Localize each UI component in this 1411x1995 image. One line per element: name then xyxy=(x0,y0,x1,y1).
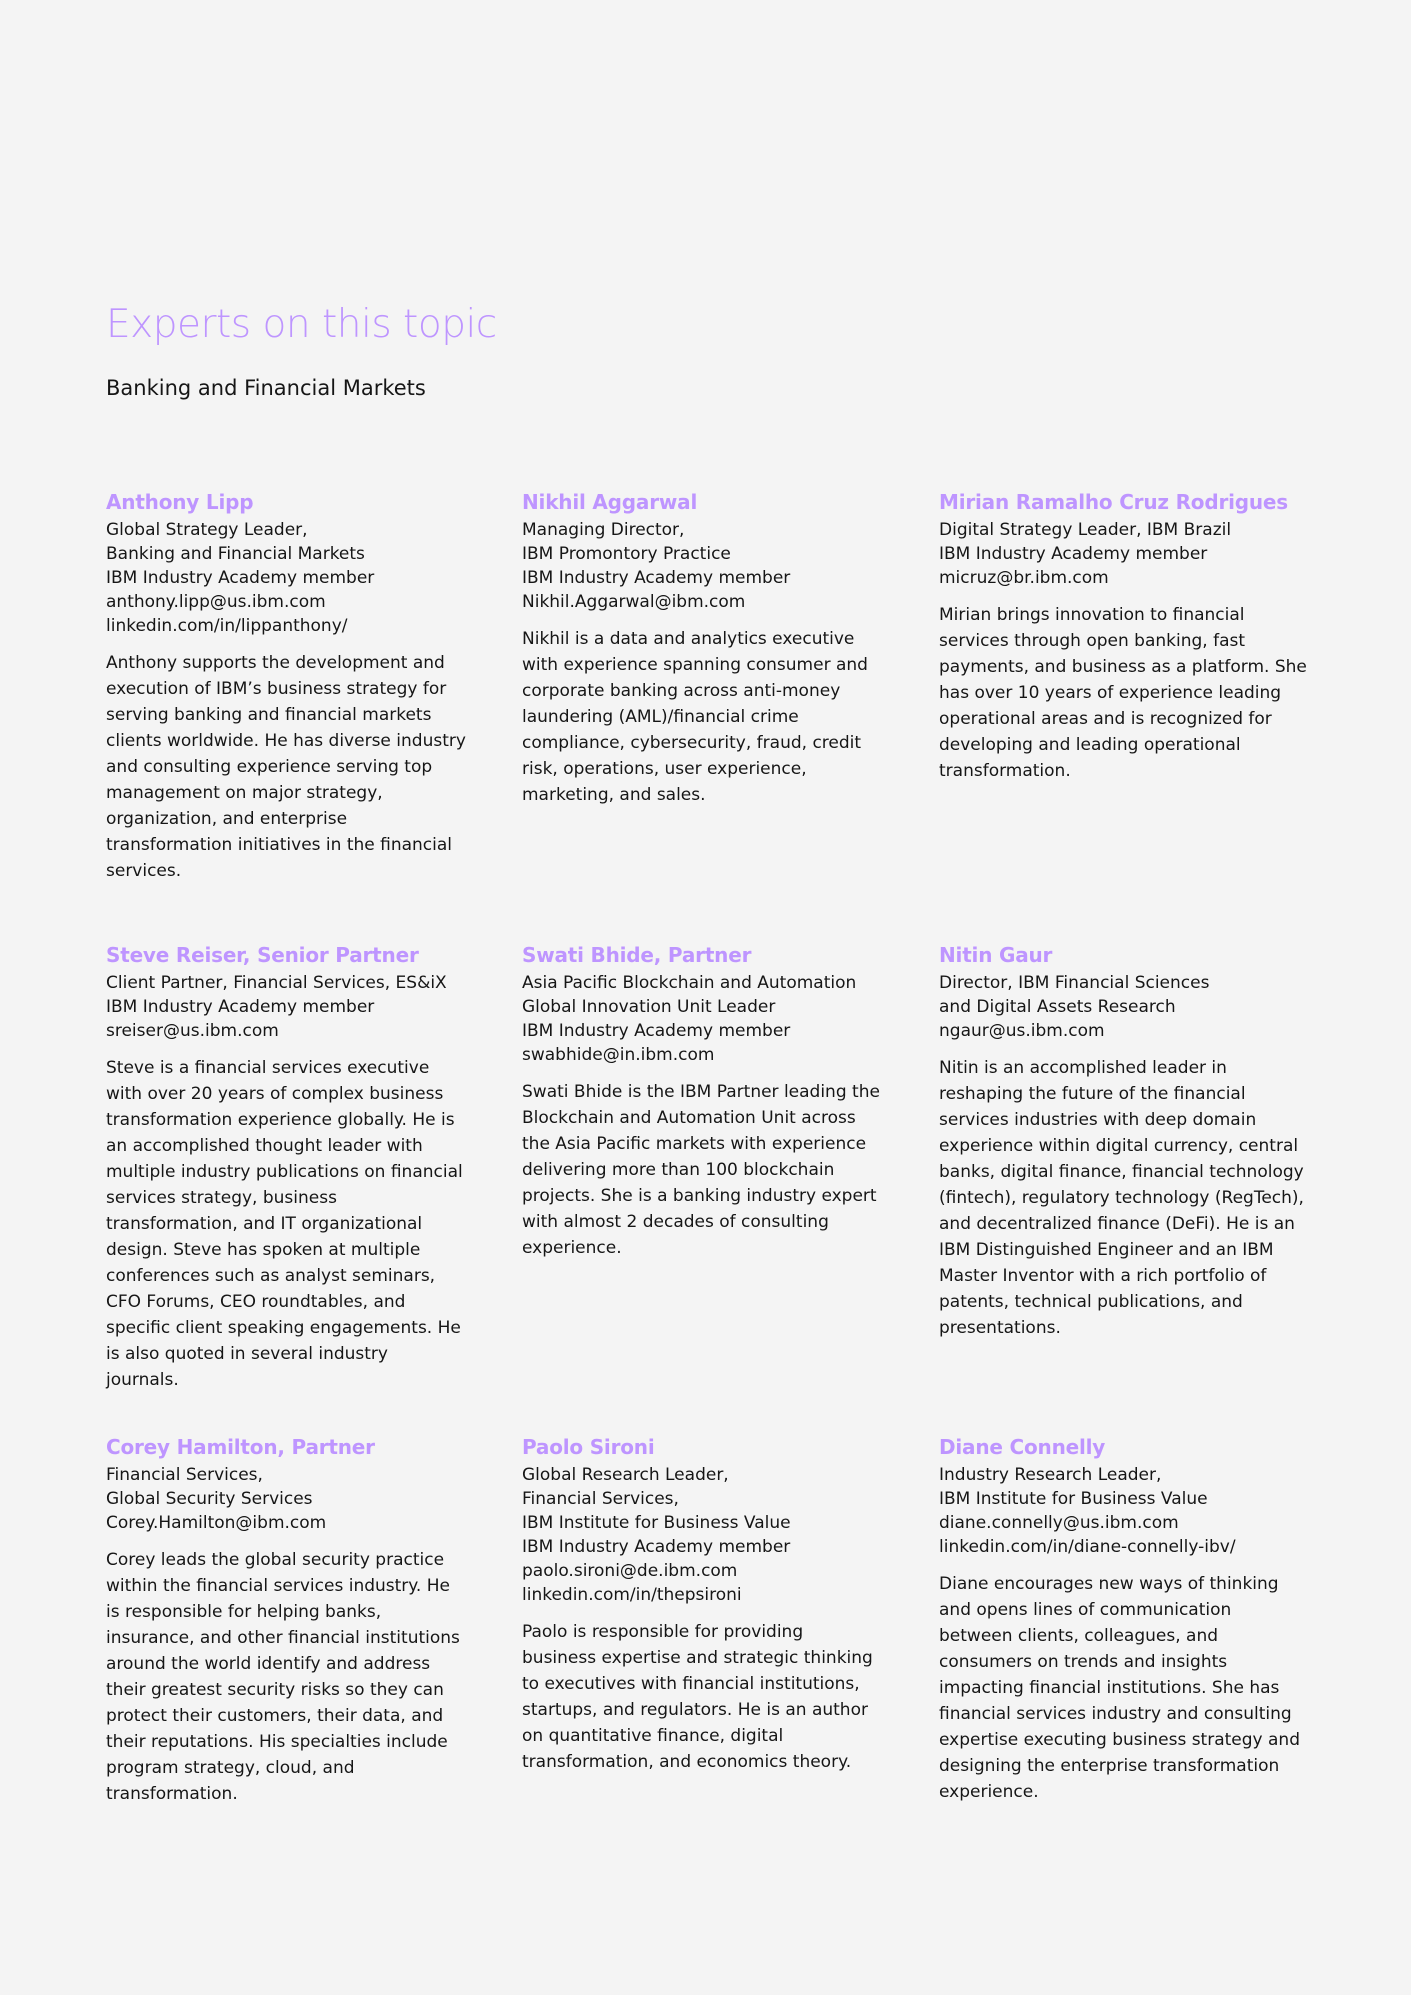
expert-email-link[interactable]: Nikhil.Aggarwal@ibm.com xyxy=(522,592,746,612)
page-subtitle: Banking and Financial Markets xyxy=(106,376,426,400)
expert-card xyxy=(522,488,892,808)
expert-name: Nikhil Aggarwal xyxy=(522,490,698,514)
expert-bio: Nikhil is a data and analytics executive with experience spanning consumer and corporate banking across anti-money laundering (AML)/financial crime compliance, cybersecurity, fraud, credit risk, operations, user experience, marketing, and sales. xyxy=(522,629,868,805)
expert-card xyxy=(522,1433,892,1775)
expert-name: Steve Reiser, Senior Partner xyxy=(106,943,419,967)
expert-role: Banking and Financial Markets xyxy=(106,544,365,564)
expert-affiliation: IBM Industry Academy member xyxy=(522,1021,791,1041)
expert-role: Managing Director, xyxy=(522,520,685,540)
expert-email-link[interactable]: diane.connelly@us.ibm.com xyxy=(939,1513,1179,1533)
expert-card xyxy=(522,941,892,1261)
expert-affiliation: IBM Industry Academy member xyxy=(106,568,375,588)
expert-affiliation: IBM Industry Academy member xyxy=(522,1537,791,1557)
expert-role: Global Strategy Leader, xyxy=(106,520,308,540)
expert-email-link[interactable]: swabhide@in.ibm.com xyxy=(522,1045,715,1065)
expert-role: Financial Services, xyxy=(106,1465,263,1485)
expert-role: Digital Strategy Leader, IBM Brazil xyxy=(939,520,1232,540)
expert-role: Asia Pacific Blockchain and Automation xyxy=(522,973,857,993)
expert-role: Client Partner, Financial Services, ES&iX xyxy=(106,973,447,993)
expert-role: Global Innovation Unit Leader xyxy=(522,997,776,1017)
expert-email-link[interactable]: Corey.Hamilton@ibm.com xyxy=(106,1513,327,1533)
expert-name: Mirian Ramalho Cruz Rodrigues xyxy=(939,490,1288,514)
expert-bio: Corey leads the global security practice within the financial services industry. He is responsible for helping banks, insurance, and other financial institutions around the world identify and address their greatest security risks so they can protect their customers, their data, and their reputations. His specialties include program strategy, cloud, and transformation. xyxy=(106,1550,460,1804)
expert-role: Global Security Services xyxy=(106,1489,313,1509)
expert-name: Corey Hamilton, Partner xyxy=(106,1435,375,1459)
expert-email-link[interactable]: ngaur@us.ibm.com xyxy=(939,1021,1105,1041)
expert-role: Industry Research Leader, xyxy=(939,1465,1162,1485)
expert-card xyxy=(106,488,476,884)
expert-name: Diane Connelly xyxy=(939,1435,1106,1459)
expert-name: Paolo Sironi xyxy=(522,1435,655,1459)
page-title: Experts on this topic xyxy=(106,302,497,347)
expert-card xyxy=(939,488,1309,784)
expert-linkedin-link[interactable]: linkedin.com/in/lippanthony/ xyxy=(106,616,348,636)
expert-bio: Nitin is an accomplished leader in reshaping the future of the financial services industries with deep domain experience within digital currency, central banks, digital finance, financial technology (fintech), regulatory technology (RegTech), and decentralized finance (DeFi). He is an IBM Distinguished Engineer and an IBM Master Inventor with a rich portfolio of patents, technical publications, and presentations. xyxy=(939,1058,1304,1338)
expert-affiliation: IBM Industry Academy member xyxy=(106,997,375,1017)
expert-bio: Paolo is responsible for providing business expertise and strategic thinking to executives with financial institutions, startups, and regulators. He is an author on quantitative finance, digital transformation, and economics theory. xyxy=(522,1622,873,1772)
expert-card xyxy=(106,941,476,1393)
expert-bio: Diane encourages new ways of thinking and opens lines of communication between clients, colleagues, and consumers on trends and insights impacting financial institutions. She has financial services industry and consulting expertise executing business strategy and designing the enterprise transformation experience. xyxy=(939,1574,1300,1802)
expert-card xyxy=(106,1433,476,1807)
expert-role: Global Research Leader, xyxy=(522,1465,729,1485)
expert-email-link[interactable]: micruz@br.ibm.com xyxy=(939,568,1109,588)
expert-linkedin-link[interactable]: linkedin.com/in/thepsironi xyxy=(522,1585,742,1605)
expert-bio: Swati Bhide is the IBM Partner leading the Blockchain and Automation Unit across the Asia Pacific markets with experience delivering more than 100 blockchain projects. She is a banking industry expert with almost 2 decades of consulting experience. xyxy=(522,1082,880,1258)
expert-affiliation: IBM Industry Academy member xyxy=(939,544,1208,564)
expert-bio: Steve is a financial services executive with over 20 years of complex business transformation experience globally. He is an accomplished thought leader with multiple industry publications on financial services strategy, business transformation, and IT organizational design. Steve has spoken at multiple conferences such as analyst seminars, CFO Forums, CEO roundtables, and specific client speaking engagements. He is also quoted in several industry journals. xyxy=(106,1058,463,1390)
expert-name: Anthony Lipp xyxy=(106,490,254,514)
expert-bio: Anthony supports the development and execution of IBM’s business strategy for serving banking and financial markets clients worldwide. He has diverse industry and consulting experience serving top management on major strategy, organization, and enterprise transformation initiatives in the financial services. xyxy=(106,653,466,881)
expert-email-link[interactable]: anthony.lipp@us.ibm.com xyxy=(106,592,326,612)
expert-affiliation: IBM Institute for Business Value xyxy=(522,1513,791,1533)
expert-linkedin-link[interactable]: linkedin.com/in/diane-connelly-ibv/ xyxy=(939,1537,1236,1557)
expert-affiliation: IBM Industry Academy member xyxy=(522,568,791,588)
expert-role: Director, IBM Financial Sciences xyxy=(939,973,1210,993)
expert-email-link[interactable]: paolo.sironi@de.ibm.com xyxy=(522,1561,738,1581)
expert-card xyxy=(939,1433,1309,1805)
expert-role: Financial Services, xyxy=(522,1489,679,1509)
expert-name: Swati Bhide, Partner xyxy=(522,943,752,967)
expert-role: and Digital Assets Research xyxy=(939,997,1176,1017)
expert-card xyxy=(939,941,1309,1341)
expert-affiliation: IBM Institute for Business Value xyxy=(939,1489,1208,1509)
expert-bio: Mirian brings innovation to financial services through open banking, fast payments, and business as a platform. She has over 10 years of experience leading operational areas and is recognized for developing and leading operational transformation. xyxy=(939,605,1307,781)
expert-role: IBM Promontory Practice xyxy=(522,544,731,564)
expert-name: Nitin Gaur xyxy=(939,943,1053,967)
expert-email-link[interactable]: sreiser@us.ibm.com xyxy=(106,1021,279,1041)
